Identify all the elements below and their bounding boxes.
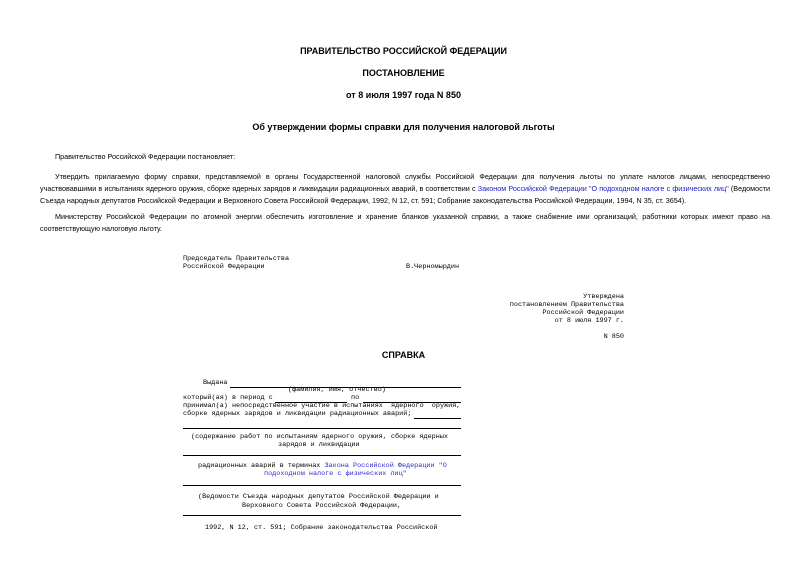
- signature-name: В.Черномырдин: [406, 263, 460, 271]
- terms-law-link[interactable]: Закона Российской Федерации "О: [324, 462, 447, 470]
- issued-to-label: Выдана: [203, 379, 228, 387]
- signature-position-line-1: Председатель Правительства: [183, 255, 290, 263]
- paragraph-decree: [40, 151, 770, 163]
- approval-line-1: Утверждена: [583, 293, 624, 301]
- form-title: СПРАВКА: [381, 350, 426, 360]
- document-type: ПОСТАНОВЛЕНИЕ: [362, 68, 445, 78]
- paragraph-ministry: [40, 211, 770, 235]
- signature-position-line-2: Российской Федерации: [183, 263, 265, 271]
- approval-line-4: от 8 июля 1997 г.: [554, 317, 624, 325]
- fio-hint: (фамилия, имя, отчество): [288, 386, 386, 394]
- participation-underline: [414, 418, 461, 419]
- participation-line-1: принимал(а) непосредственное участие в испытаниях ядерного оружия,: [183, 402, 461, 410]
- law-link[interactable]: Законом Российской Федерации "О подоходном налоге с физических лиц": [477, 184, 729, 193]
- gazette-overline: [183, 485, 461, 486]
- content-hint-line-1: (содержание работ по испытаниям ядерного оружия, сборке ядерных: [191, 433, 448, 441]
- gazette-line-1: (Ведомости Съезда народных депутатов Российской Федерации и: [198, 493, 439, 501]
- participation-line-2: сборке ядерных зарядов и ликвидации радиационных аварий;: [183, 410, 412, 418]
- paragraph-text: Правительство Российской Федерации постановляет:: [55, 152, 236, 161]
- terms-line-2: [264, 470, 407, 478]
- document-date: от 8 июля 1997 года N 850: [346, 90, 461, 100]
- terms-overline: [183, 455, 461, 456]
- terms-prefix: радиационных аварий в терминах: [198, 462, 325, 470]
- approval-number: N 850: [603, 333, 624, 341]
- paragraph-approve-form: [40, 171, 770, 207]
- period-to-label: по: [351, 394, 360, 402]
- gazette-underline: [183, 515, 461, 516]
- approval-line-3: Российской Федерации: [542, 309, 624, 317]
- terms-line-1: [198, 462, 447, 470]
- period-label: который(ая) в период с: [183, 394, 273, 402]
- government-title: ПРАВИТЕЛЬСТВО РОССИЙСКОЙ ФЕДЕРАЦИИ: [300, 46, 507, 56]
- content-underline: [183, 428, 461, 429]
- document-subject: Об утверждении формы справки для получения налоговой льготы: [252, 122, 555, 132]
- gazette-line-3: 1992, N 12, ст. 591; Собрание законодательства Российской: [205, 524, 438, 532]
- content-hint-line-2: зарядов и ликвидации: [278, 441, 360, 449]
- paragraph-text: (Ведомости Съезда народных депутатов Российской Федерации и Верховного Совета Российской Федерации, 1992, N 12, ст. 591; Собрание законодательства Российской Федерации, 1994, N 35, ст. 3654).: [40, 184, 770, 205]
- approval-line-2: постановлением Правительства: [509, 301, 624, 309]
- paragraph-text: Министерству Российской Федерации по атомной энергии обеспечить изготовление и хранение бланков указанной справки, а также снабжение ими организаций, работники которых имеют право на соответствующую налоговую льготу.: [40, 212, 770, 233]
- paragraph-text: Утвердить прилагаемую форму справки, представляемой в органы Государственной налоговой службы Российской Федерации для получения льготы по уплате налогов лицами, непосредственно участвовавшими в испытаниях ядерного оружия, сборке ядерных зарядов и ликвидации радиационных аварий, в соответствии с: [40, 172, 770, 193]
- terms-law-link-continued[interactable]: подоходном налоге с физических лиц": [264, 470, 407, 478]
- gazette-line-2: Верховного Совета Российской Федерации,: [242, 502, 402, 510]
